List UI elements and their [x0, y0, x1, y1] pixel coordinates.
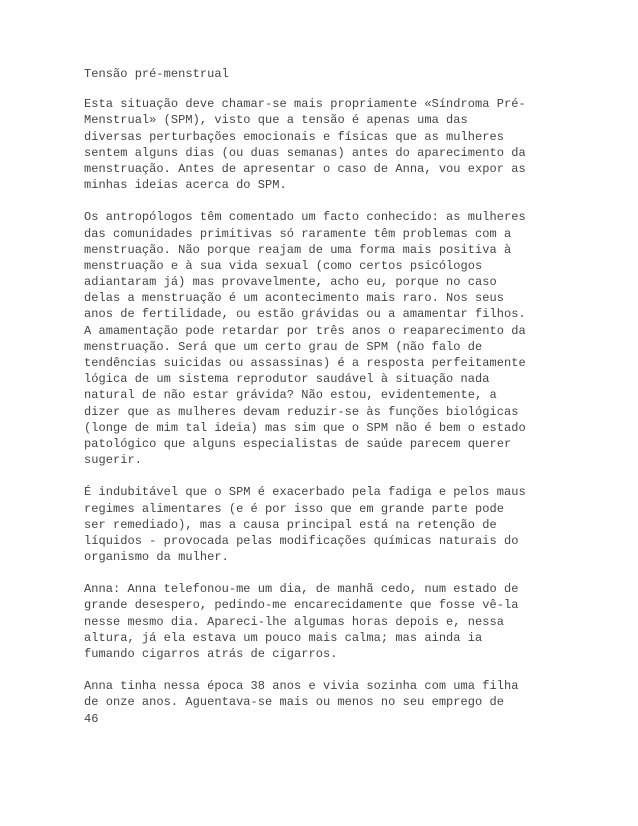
text-line: fumando cigarros atrás de cigarros. — [84, 647, 338, 662]
text-line: dizer que as mulheres devam reduzir-se às funções biológicas — [84, 404, 519, 419]
text-line: regimes alimentares (e é por isso que em grande parte pode — [84, 501, 504, 516]
text-line: 46 — [84, 711, 99, 726]
text-line: líquidos - provocada pelas modificações químicas naturais do — [84, 533, 519, 548]
text-line: menstruação. Não porque reajam de uma forma mais positiva à — [84, 242, 512, 257]
text-line: organismo da mulher. — [84, 550, 229, 565]
text-line: lógica de um sistema reprodutor saudável à situação nada — [84, 372, 490, 387]
text-line: (longe de mim tal ideia) mas sim que o SPM não é bem o estado — [84, 420, 526, 435]
text-line: ser remediado), mas a causa principal está na retenção de — [84, 517, 497, 532]
text-line: sugerir. — [84, 453, 142, 468]
text-line: minhas ideias acerca do SPM. — [84, 178, 287, 193]
paragraph — [84, 96, 554, 193]
text-line: Esta situação deve chamar-se mais propriamente «Síndroma Pré- — [84, 97, 526, 112]
text-line: adiantaram já) mas provavelmente, acho eu, porque no caso — [84, 275, 497, 290]
section-heading: Tensão pré-menstrual — [84, 67, 229, 81]
text-line: anos de fertilidade, ou estão grávidas ou a amamentar filhos. — [84, 307, 526, 322]
text-line: diversas perturbações emocionais e físicas que as mulheres — [84, 129, 504, 144]
document-body — [84, 66, 554, 743]
text-line: de onze anos. Aguentava-se mais ou menos no seu emprego de — [84, 695, 504, 710]
text-line: Os antropólogos têm comentado um facto conhecido: as mulheres — [84, 210, 526, 225]
text-line: sentem alguns dias (ou duas semanas) antes do aparecimento da — [84, 145, 526, 160]
text-line: tendências suicidas ou assassinas) é a resposta perfeitamente — [84, 356, 526, 371]
text-line: menstruação. Será que um certo grau de SPM (não falo de — [84, 339, 483, 354]
text-line: menstruação e à sua vida sexual (como certos psicólogos — [84, 258, 483, 273]
text-line: altura, já ela estava um pouco mais calma; mas ainda ia — [84, 630, 483, 645]
text-line: menstruação. Antes de apresentar o caso de Anna, vou expor as — [84, 161, 526, 176]
paragraph — [84, 484, 554, 565]
text-line: Menstrual» (SPM), visto que a tensão é apenas uma das — [84, 113, 468, 128]
text-line: Anna: Anna telefonou-me um dia, de manhã cedo, num estado de — [84, 582, 519, 597]
text-line: A amamentação pode retardar por três anos o reaparecimento da — [84, 323, 526, 338]
text-line: natural de não estar grávida? Não estou, evidentemente, a — [84, 388, 497, 403]
text-line: grande desespero, pedindo-me encarecidamente que fosse vê-la — [84, 598, 519, 613]
text-line: patológico que alguns especialistas de saúde parecem querer — [84, 436, 512, 451]
text-line: É indubitável que o SPM é exacerbado pela fadiga e pelos maus — [84, 485, 526, 500]
paragraph — [84, 678, 554, 727]
paragraph — [84, 581, 554, 662]
paragraphs-container — [84, 96, 554, 727]
text-line: das comunidades primitivas só raramente têm problemas com a — [84, 226, 512, 241]
text-line: nesse mesmo dia. Apareci-lhe algumas horas depois e, nessa — [84, 614, 504, 629]
text-line: Anna tinha nessa época 38 anos e vivia sozinha com uma filha — [84, 679, 519, 694]
paragraph — [84, 209, 554, 468]
text-line: delas a menstruação é um acontecimento mais raro. Nos seus — [84, 291, 504, 306]
